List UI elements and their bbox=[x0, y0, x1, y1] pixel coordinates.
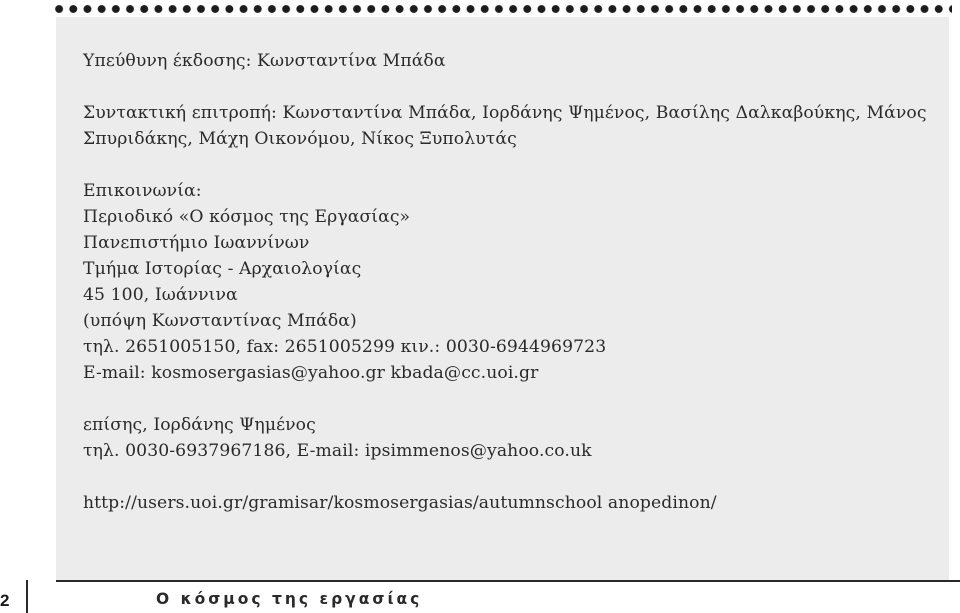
committee-line-2: Σπυριδάκης, Μάχη Οικονόμου, Νίκος Ξυπολυτάς bbox=[83, 129, 517, 149]
contact-phones: τηλ. 2651005150, fax: 2651005299 κιν.: 0030-6944969723 bbox=[83, 337, 607, 357]
contact-heading: Επικοινωνία: bbox=[83, 181, 202, 201]
committee-line-1: Συντακτική επιτροπή: Κωνσταντίνα Μπάδα, Ιορδάνης Ψημένος, Βασίλης Δαλκαβούκης, Μάνος bbox=[83, 103, 927, 123]
contact-postal: 45 100, Ιωάννινα bbox=[83, 285, 238, 305]
footer-divider bbox=[26, 580, 28, 613]
also-contact-name: επίσης, Ιορδάνης Ψημένος bbox=[83, 415, 316, 435]
website-link[interactable]: http://users.uoi.gr/gramisar/kosmosergasias/autumnschool anopedinon/ bbox=[83, 493, 717, 513]
dotted-border bbox=[52, 3, 952, 15]
contact-attention: (υπόψη Κωνσταντίνας Μπάδα) bbox=[83, 311, 357, 331]
editor-line: Υπεύθυνη έκδοσης: Κωνσταντίνα Μπάδα bbox=[83, 51, 446, 71]
contact-emails: E-mail: kosmosergasias@yahoo.gr kbada@cc.uoi.gr bbox=[83, 363, 539, 383]
journal-title: Ο κόσμος της εργασίας bbox=[156, 590, 423, 608]
page-number: 2 bbox=[0, 591, 10, 610]
also-contact-details: τηλ. 0030-6937967186, E-mail: ipsimmenos@yahoo.co.uk bbox=[83, 441, 592, 461]
contact-university: Πανεπιστήμιο Ιωαννίνων bbox=[83, 233, 310, 253]
footer-rule bbox=[56, 580, 960, 582]
contact-journal: Περιοδικό «Ο κόσμος της Εργασίας» bbox=[83, 207, 411, 227]
contact-department: Τμήμα Ιστορίας - Αρχαιολογίας bbox=[83, 259, 362, 279]
